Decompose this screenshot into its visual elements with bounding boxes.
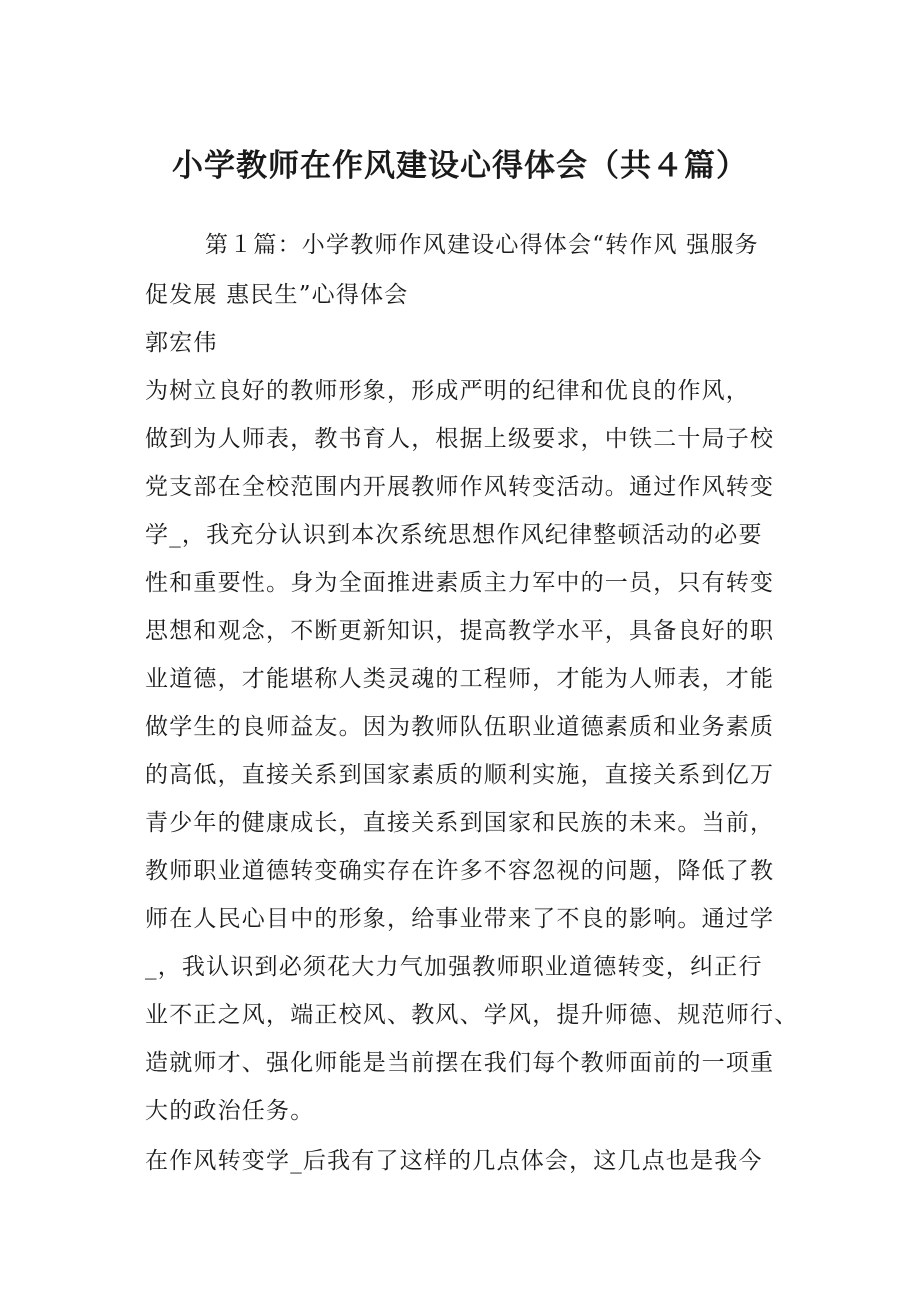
paragraph-line: 造就师才、强化师能是当前摆在我们每个教师面前的一项重 [145,1050,775,1076]
paragraph-line: 业不正之风，端正校风、教风、学风，提升师德、规范师行、 [145,1002,799,1028]
paragraph-line: _，我认识到必须花大力气加强教师职业道德转变，纠正行 [145,954,763,980]
paragraph-line: 为树立良好的教师形象，形成严明的纪律和优良的作风， [145,378,750,404]
paragraph-line: 师在人民心目中的形象，给事业带来了不良的影响。通过学 [145,906,775,932]
paragraph-line: 思想和观念，不断更新知识，提高教学水平，具备良好的职 [145,618,775,644]
document-title: 小学教师在作风建设心得体会（共４篇） [172,148,748,184]
paragraph-line: 党支部在全校范围内开展教师作风转变活动。通过作风转变 [145,474,775,500]
paragraph-line: 做到为人师表，教书育人，根据上级要求，中铁二十局子校 [145,426,775,452]
heading-line-1: 第１篇：小学教师作风建设心得体会“转作风 强服务 [205,232,759,258]
paragraph-line: 做学生的良师益友。因为教师队伍职业道德素质和业务素质 [145,714,775,740]
paragraph-line: 在作风转变学_后我有了这样的几点体会，这几点也是我今 [145,1148,763,1174]
paragraph-line: 性和重要性。身为全面推进素质主力军中的一员，只有转变 [145,570,775,596]
paragraph-line: 教师职业道德转变确实存在许多不容忽视的问题，降低了教 [145,858,775,884]
author-name: 郭宏伟 [145,330,218,356]
paragraph-line: 的高低，直接关系到国家素质的顺利实施，直接关系到亿万 [145,762,775,788]
paragraph-line: 业道德，才能堪称人类灵魂的工程师，才能为人师表，才能 [145,666,775,692]
paragraph-line: 学_，我充分认识到本次系统思想作风纪律整顿活动的必要 [145,522,763,548]
paragraph-line: 青少年的健康成长，直接关系到国家和民族的未来。当前， [145,810,775,836]
heading-line-2: 促发展 惠民生”心得体会 [145,282,409,308]
paragraph-line: 大的政治任务。 [145,1098,315,1124]
